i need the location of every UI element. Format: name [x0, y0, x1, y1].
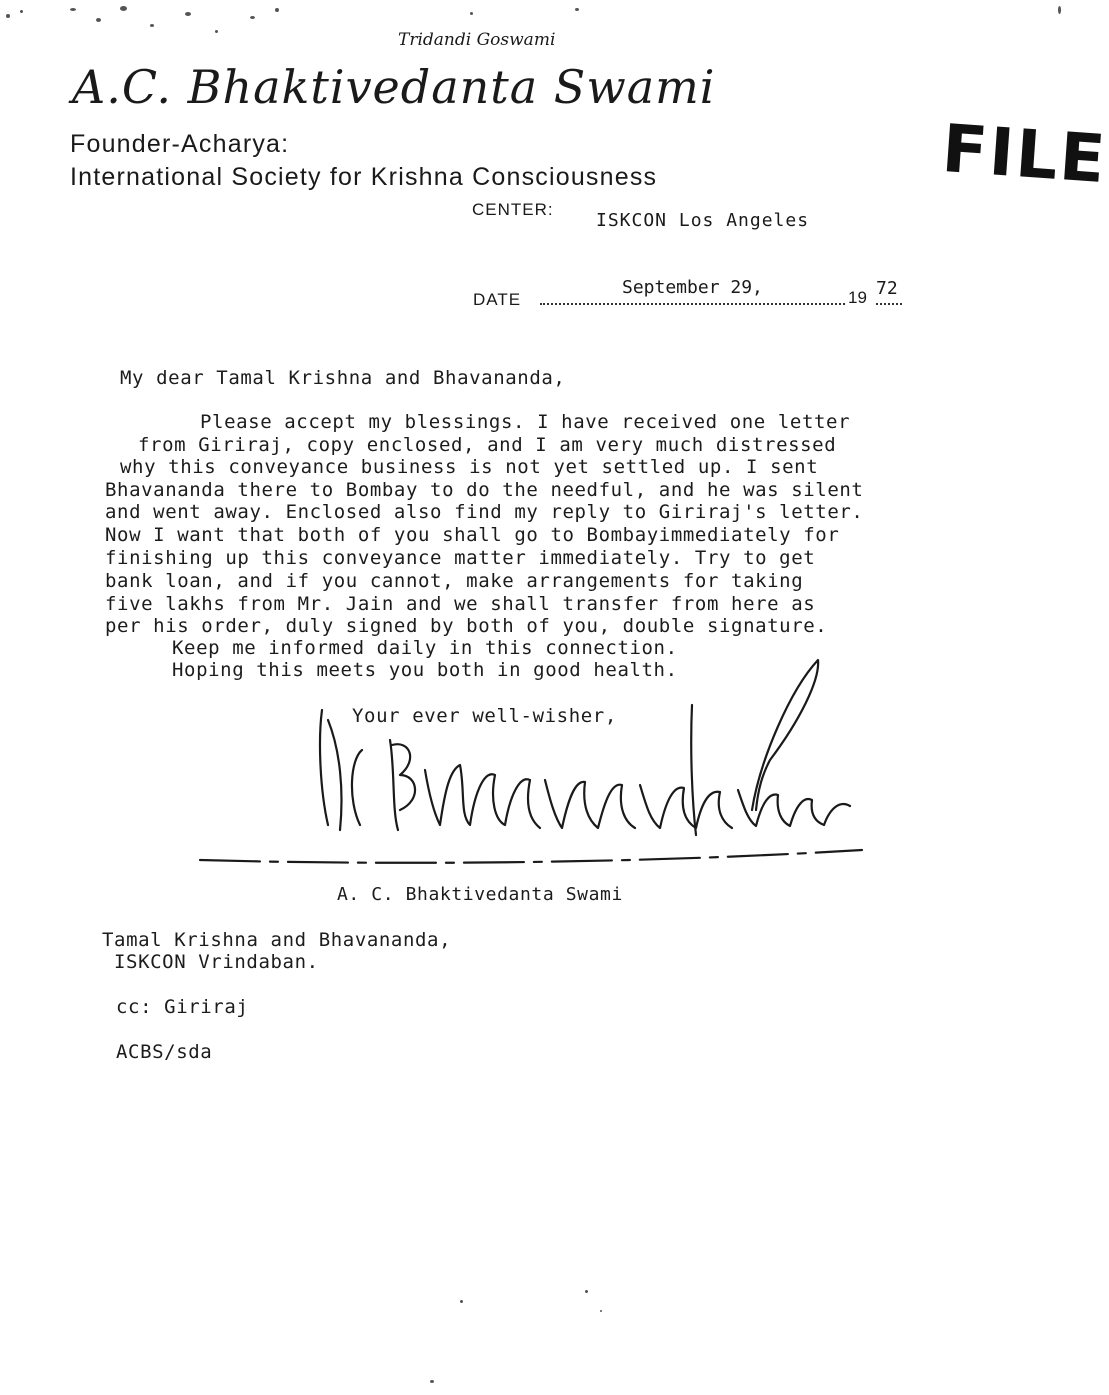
recipient-line1: Tamal Krishna and Bhavananda, — [102, 929, 452, 951]
body-line: Keep me informed daily in this connection. — [172, 637, 678, 659]
letterhead-name: A.C. Bhaktivedanta Swami — [72, 60, 716, 114]
salutation: My dear Tamal Krishna and Bhavananda, — [120, 367, 566, 389]
file-stamp: FILE — [939, 110, 1109, 199]
date-dotted-line — [540, 303, 845, 305]
date-year-dotted-line — [876, 303, 902, 305]
center-value: ISKCON Los Angeles — [596, 210, 810, 231]
recipient-line2: ISKCON Vrindaban. — [114, 951, 319, 973]
handwritten-signature — [300, 650, 880, 880]
body-line: five lakhs from Mr. Jain and we shall transfer from here as — [105, 593, 816, 615]
body-line: bank loan, and if you cannot, make arrangements for taking — [105, 570, 804, 592]
letterhead-title: Tridandi Goswami — [398, 30, 556, 50]
body-line: why this conveyance business is not yet settled up. I sent — [120, 456, 819, 478]
body-line: per his order, duly signed by both of you, double signature. — [105, 615, 828, 637]
date-century: 19 — [848, 288, 867, 307]
body-line: finishing up this conveyance matter immediately. Try to get — [105, 547, 816, 569]
body-line: and went away. Enclosed also find my reply to Giriraj's letter. — [105, 501, 864, 523]
cc-line: cc: Giriraj — [116, 996, 249, 1018]
date-label: DATE — [473, 290, 522, 309]
initials-line: ACBS/sda — [116, 1041, 213, 1063]
closing: Your ever well-wisher, — [352, 705, 617, 727]
letterhead-role-line2: International Society for Krishna Consciousness — [70, 163, 658, 191]
body-line: from Giriraj, copy enclosed, and I am very much distressed — [138, 434, 837, 456]
date-year: 72 — [876, 278, 898, 299]
center-label: CENTER: — [472, 200, 554, 219]
body-line: Please accept my blessings. I have received one letter — [200, 411, 851, 433]
body-line: Now I want that both of you shall go to Bombayimmediately for — [105, 524, 840, 546]
date-value: September 29, — [622, 277, 763, 298]
body-line: Hoping this meets you both in good health. — [172, 659, 678, 681]
letterhead-role-line1: Founder-Acharya: — [70, 130, 290, 158]
body-line: Bhavananda there to Bombay to do the needful, and he was silent — [105, 479, 864, 501]
signature-name: A. C. Bhaktivedanta Swami — [337, 884, 623, 905]
